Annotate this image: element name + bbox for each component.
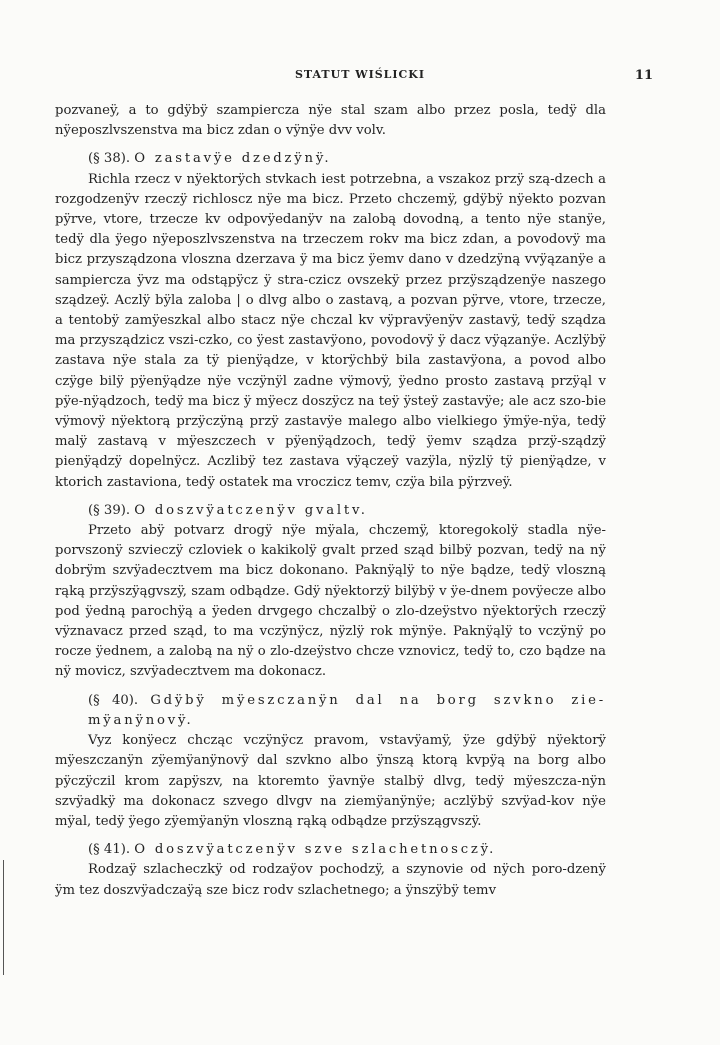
section-title: O doszvÿatczenÿv gvaltv. <box>134 502 368 518</box>
section-number: (§ 41). <box>88 842 131 858</box>
section-text-39: Przeto abÿ potvarz drogÿ nÿe mÿala, chczemÿ, ktoregokolÿ stadla nÿe-porvszonÿ szvieczÿ czloviek o kakikolÿ gvalt przed sząd bilbÿ pozvan, tedÿ na nÿ dobrÿm szvÿadecztvem ma bicz dokonano. Paknÿąlÿ to nÿe bądze, tedÿ vloszną rąką przÿszÿągvszÿ, szam odbądze. Gdÿ nÿektorzÿ bilÿbÿ v ÿe-dnem povÿecze albo pod ÿedną parochÿą a ÿeden drvgego chczalbÿ o zlo-dzeÿstvo nÿektorÿch rzeczÿ vÿznavacz przed sząd, to ma vczÿnÿcz, nÿzlÿ rok mÿnÿe. Paknÿąlÿ to vczÿnÿ po rocze ÿednem, a zalobą na nÿ o zlo-dzeÿstvo chcze vznovicz, tedÿ to, czo bądze na nÿ movicz, szvÿadecztvem ma dokonacz. <box>55 523 606 680</box>
section-number: (§ 40). <box>88 692 139 708</box>
section-number: (§ 38). <box>88 151 131 167</box>
body-text <box>55 101 606 901</box>
section-title: O doszvÿatczenÿv szve szlachetnosczÿ. <box>134 842 497 858</box>
section-number: (§ 39). <box>88 502 131 518</box>
section-heading-38 <box>55 149 606 169</box>
section-heading-39 <box>55 501 606 521</box>
running-title: STATUT WIŚLICKI <box>294 68 426 81</box>
paragraph-continuation: pozvaneÿ, a to gdÿbÿ szampiercza nÿe stal szam albo przez posla, tedÿ dla nÿeposzlvszenstva ma bicz zdan o vÿnÿe dvv volv. <box>55 103 606 139</box>
section-text-41: Rodzaÿ szlacheczkÿ od rodzaÿov pochodzÿ, a szynovie od nÿch poro-dzenÿ ÿm tez doszvÿadczaÿą sze bicz rodv szlachetnego; a ÿnszÿbÿ temv <box>55 862 606 898</box>
section-title: O zastavÿe dzedzÿnÿ. <box>134 151 332 167</box>
section-title: Gdÿbÿ mÿeszczanÿn dal na borg szvkno zie-mÿanÿnovÿ. <box>88 692 606 728</box>
scan-edge-line <box>3 860 4 975</box>
page-number: 11 <box>634 68 653 83</box>
section-text-40: Vyz konÿecz chcząc vczÿnÿcz pravom, vstavÿamÿ, ÿze gdÿbÿ nÿektorÿ mÿeszczanÿn zÿemÿanÿnovÿ dal szvkno albo ÿnszą ktorą kvpÿą na borg albo pÿczÿczil krom zapÿszv, na ktoremto ÿavnÿe stalbÿ dlvg, tedÿ mÿeszcza-nÿn szvÿadkÿ ma dokonacz szvego dlvgv na ziemÿanÿnÿe; aczlÿbÿ szvÿad-kov nÿe mÿal, tedÿ ÿego zÿemÿanÿn vloszną rąką odbądze przÿszągvszÿ. <box>55 733 606 829</box>
section-text-38: Richla rzecz v nÿektorÿch stvkach iest potrzebna, a vszakoz przÿ szą-dzech a rozgodzenÿv rzeczÿ richloscz nÿe ma bicz. Przeto chczemÿ, gdÿbÿ nÿekto pozvan pÿrve, vtore, trzecze kv odpovÿedanÿv na zalobą dovodną, a tento nÿe stanÿe, tedÿ dla ÿego nÿeposzlvszenstva na trzeczem rokv ma bicz zdan, a povodovÿ ma bicz przysządzona vloszna dzerzava ÿ ma bicz ÿemv dano v dzedzÿną vvÿązanÿe a sampiercza ÿvz ma odstąpÿcz ÿ stra-czicz ovszekÿ przez przÿsządzenÿe naszego sządzeÿ. Aczlÿ bÿla zaloba | o dlvg albo o zastavą, a pozvan pÿrve, vtore, trzecze, a tentobÿ zamÿeszkal albo stacz nÿe chczal kv vÿpravÿenÿv zastavÿ, tedÿ sządza ma przysządzicz vszi-czko, co ÿest zastavÿono, povodovÿ ÿ dacz vÿązanÿe. Aczlÿbÿ zastava nÿe stala za tÿ pienÿądze, v ktorÿchbÿ bila zastavÿona, a povod albo czÿge bilÿ pÿenÿądze nÿe vczÿnÿl zadne vÿmovÿ, ÿedno prosto zastavą przÿąl v pÿe-nÿądzoch, tedÿ ma bicz ÿ mÿecz doszÿcz na teÿ ÿsteÿ zastavÿe; ale acz szo-bie vÿmovÿ nÿektorą przÿczÿną przÿ zastavÿe malego albo vielkiego ÿmÿe-nÿa, tedÿ malÿ zastavą v mÿeszczech v pÿenÿądzoch, tedÿ ÿemv sządza przÿ-sządzÿ pienÿądzÿ dopelnÿcz. Aczlibÿ tez zastava vÿączeÿ vazÿla, nÿzlÿ tÿ pienÿądze, v ktorich zastaviona, tedÿ ostatek ma vroczicz temv, czÿa bila pÿrzveÿ. <box>55 171 606 490</box>
section-heading-41 <box>55 840 606 860</box>
page-header <box>55 60 665 90</box>
section-heading-40 <box>55 691 606 731</box>
